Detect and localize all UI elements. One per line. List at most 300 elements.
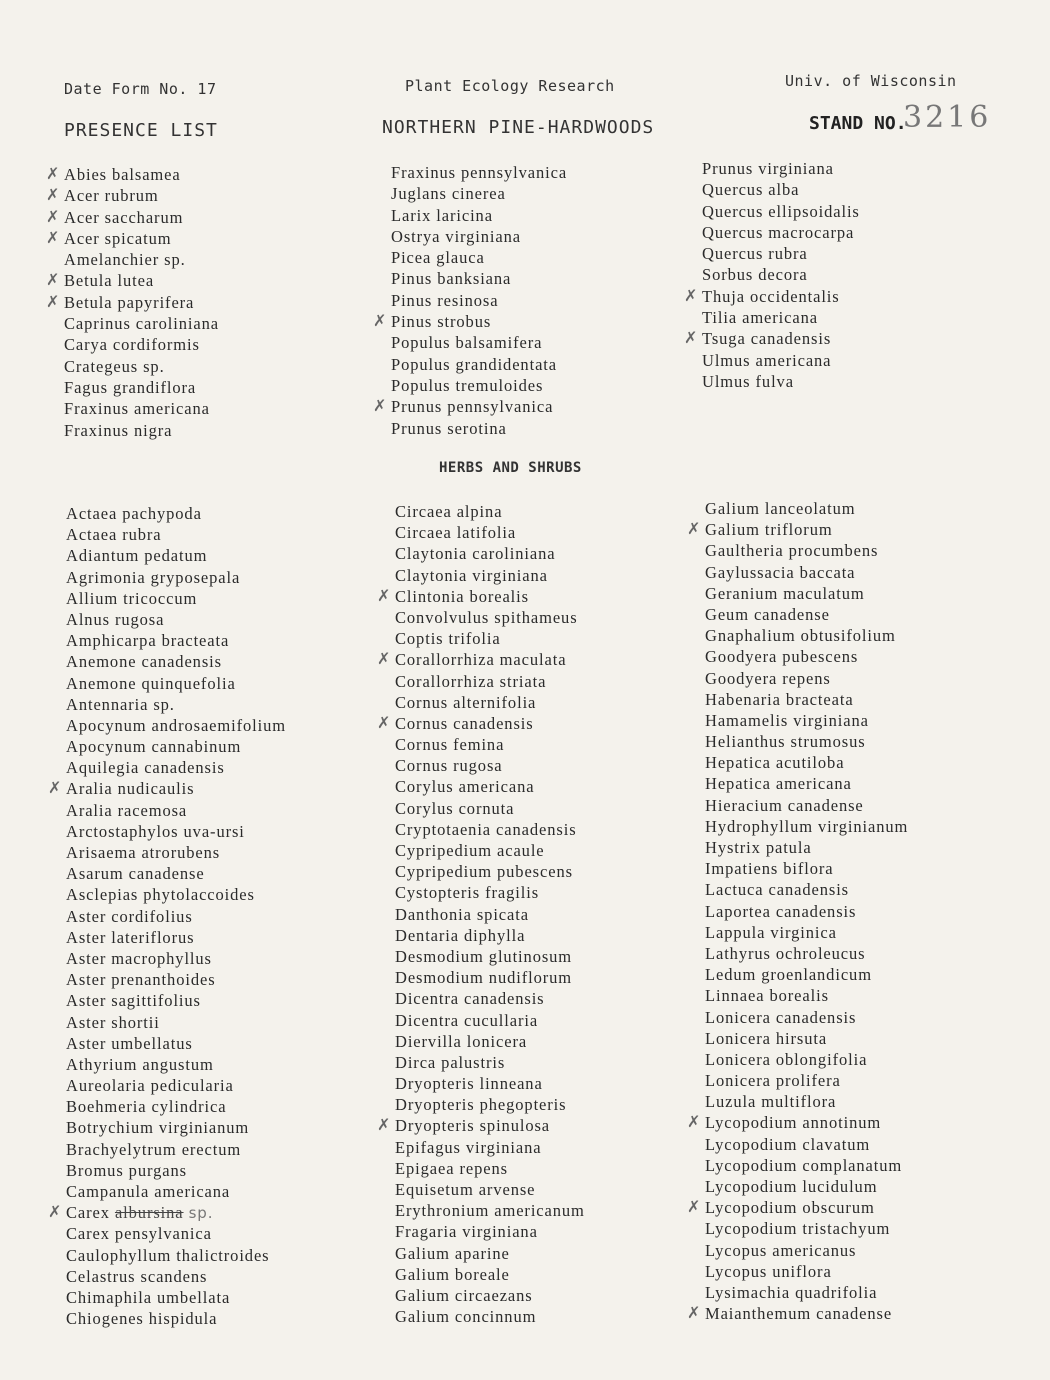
- species-item: [705, 1282, 908, 1303]
- species-name: Epigaea repens: [395, 1158, 508, 1178]
- species-name: Corylus cornuta: [395, 798, 515, 818]
- species-item: [46, 270, 219, 291]
- species-name: Cornus alternifolia: [395, 692, 537, 712]
- species-name: Galium lanceolatum: [705, 499, 856, 518]
- species-name: Hystrix patula: [705, 838, 812, 857]
- species-item: [395, 1200, 585, 1221]
- species-name: Fraxinus pennsylvanica: [391, 163, 568, 182]
- species-name: Erythronium americanum: [395, 1201, 585, 1221]
- species-item: [373, 311, 567, 332]
- species-name: Amelanchier sp.: [64, 250, 186, 270]
- species-item: [702, 243, 860, 264]
- species-name: Boehmeria cylindrica: [66, 1097, 227, 1117]
- species-name: Betula papyrifera: [64, 292, 195, 312]
- tree-list-column-3: [684, 158, 860, 392]
- community-title: NORTHERN PINE-HARDWOODS: [382, 117, 655, 138]
- species-name: Caprinus caroliniana: [64, 314, 219, 334]
- species-name: Carex: [66, 1203, 110, 1223]
- species-name: Amphicarpa bracteata: [66, 631, 230, 651]
- species-name: Lycopodium clavatum: [705, 1134, 871, 1154]
- species-name: Galium circaezans: [395, 1285, 533, 1305]
- species-item: [395, 1306, 585, 1327]
- herb-list-column-1: [48, 503, 287, 1329]
- species-name: Ledum groenlandicum: [705, 965, 872, 985]
- species-name: Cornus canadensis: [395, 713, 534, 733]
- species-name: Agrimonia gryposepala: [66, 567, 241, 587]
- species-item: [705, 752, 908, 773]
- species-item: [46, 185, 219, 206]
- species-name: Tilia americana: [702, 308, 818, 328]
- species-item: [705, 562, 908, 583]
- species-item: [391, 205, 567, 226]
- species-name: Apocynum cannabinum: [66, 737, 242, 757]
- species-item: [395, 1243, 585, 1264]
- species-item: [395, 1158, 585, 1179]
- species-item: [391, 354, 567, 375]
- herb-list-column-2: [377, 501, 585, 1327]
- species-name: Picea glauca: [391, 248, 485, 268]
- species-name: Claytonia virginiana: [395, 565, 548, 585]
- species-name: Bromus purgans: [66, 1160, 187, 1180]
- species-name: Pinus resinosa: [391, 290, 499, 310]
- species-name: Apocynum androsaemifolium: [66, 715, 287, 735]
- species-item: [395, 1285, 585, 1306]
- species-name: Quercus ellipsoidalis: [702, 201, 860, 221]
- species-name: Aster shortii: [66, 1012, 160, 1032]
- species-name: Aquilegia canadensis: [66, 758, 225, 778]
- check-mark-icon: ✗: [377, 649, 392, 669]
- species-name: Celastrus scandens: [66, 1266, 208, 1286]
- species-name: Crategeus sp.: [64, 356, 165, 376]
- species-name: Aster cordifolius: [66, 906, 193, 926]
- species-item: [64, 356, 219, 377]
- species-item: [48, 778, 286, 799]
- species-item: [377, 649, 585, 670]
- species-name: Cornus rugosa: [395, 756, 503, 776]
- species-name: Pinus banksiana: [391, 269, 512, 289]
- species-item: [66, 673, 286, 694]
- species-item: [64, 377, 219, 398]
- species-item: [66, 1160, 286, 1181]
- species-name: Lonicera canadensis: [705, 1007, 857, 1027]
- species-name: Campanula americana: [66, 1182, 231, 1201]
- species-name: Aster umbellatus: [66, 1033, 193, 1053]
- tree-list-column-1: [46, 164, 219, 441]
- species-item: [705, 922, 908, 943]
- species-item: [377, 585, 585, 607]
- check-mark-icon: ✗: [687, 519, 702, 539]
- species-item: [705, 1155, 908, 1176]
- species-item: [705, 943, 908, 964]
- species-name: Aster prenanthoides: [66, 970, 216, 990]
- species-item: [66, 1096, 286, 1117]
- species-item: [395, 755, 585, 776]
- species-item: [705, 795, 908, 816]
- species-item: [395, 1052, 585, 1073]
- species-item: [705, 1007, 908, 1028]
- struck-epithet: albursina: [114, 1203, 184, 1223]
- species-item: [705, 773, 908, 794]
- species-name: Coptis trifolia: [395, 629, 501, 649]
- species-item: [66, 1287, 286, 1308]
- species-name: Diervilla lonicera: [395, 1031, 528, 1051]
- species-item: [395, 671, 585, 692]
- species-name: Arctostaphylos uva-ursi: [66, 821, 245, 841]
- species-name: Aster macrophyllus: [66, 948, 212, 968]
- species-item: [66, 1266, 286, 1287]
- species-item: [66, 948, 286, 969]
- species-name: Chiogenes hispidula: [66, 1309, 218, 1329]
- species-item: [66, 545, 286, 566]
- species-name: Acer saccharum: [64, 207, 184, 227]
- species-item: [66, 757, 286, 778]
- species-item: [66, 969, 286, 990]
- species-name: Sorbus decora: [702, 265, 808, 285]
- species-item: [395, 840, 585, 861]
- species-name: Hepatica americana: [705, 774, 852, 794]
- species-item: [66, 884, 286, 905]
- species-item: [395, 946, 585, 967]
- species-item: [705, 1261, 908, 1282]
- species-item: [66, 1117, 286, 1138]
- species-item: [66, 990, 286, 1011]
- species-item: [395, 1137, 585, 1158]
- list-title: PRESENCE LIST: [64, 120, 218, 141]
- species-item: [66, 842, 286, 863]
- species-name: Impatiens biflora: [705, 859, 834, 879]
- species-name: Hieracium canadense: [705, 795, 864, 815]
- species-name: Alnus rugosa: [66, 609, 165, 629]
- species-item: [66, 1054, 286, 1075]
- species-item: [395, 628, 585, 649]
- species-item: [705, 689, 908, 710]
- species-item: [46, 164, 219, 185]
- check-mark-icon: ✗: [684, 285, 699, 305]
- species-item: [705, 1070, 908, 1091]
- species-name: Claytonia caroliniana: [395, 544, 556, 564]
- species-item: [705, 964, 908, 985]
- species-item: [705, 837, 908, 858]
- species-name: Populus grandidentata: [391, 354, 557, 374]
- species-name: Botrychium virginianum: [66, 1118, 250, 1138]
- species-name: Lathyrus ochroleucus: [705, 943, 866, 963]
- species-name: Dicentra canadensis: [395, 989, 545, 1009]
- species-item: [391, 226, 567, 247]
- species-item: [705, 985, 908, 1006]
- species-name: Hydrophyllum virginianum: [705, 816, 909, 836]
- check-mark-icon: ✗: [46, 227, 61, 247]
- species-name: Tsuga canadensis: [702, 329, 832, 349]
- species-item: [395, 861, 585, 882]
- species-name: Aster sagittifolius: [66, 991, 201, 1011]
- check-mark-icon: ✗: [46, 185, 61, 205]
- species-item: [64, 398, 219, 419]
- species-item: [705, 1176, 908, 1197]
- species-item: [705, 858, 908, 879]
- species-item: [702, 350, 860, 371]
- species-item: [684, 328, 860, 349]
- species-item: [395, 1221, 585, 1242]
- species-item: [66, 609, 286, 630]
- species-item: [687, 1303, 908, 1324]
- species-name: Quercus rubra: [702, 244, 808, 264]
- species-item: [391, 183, 567, 204]
- species-name: Dentaria diphylla: [395, 925, 526, 945]
- species-item: [705, 1240, 908, 1261]
- species-item: [705, 498, 908, 519]
- herbs-section-title: HERBS AND SHRUBS: [439, 460, 582, 476]
- species-item: [377, 712, 585, 734]
- species-name: Prunus serotina: [391, 418, 507, 438]
- species-item: [66, 1245, 286, 1266]
- species-item: [395, 543, 585, 564]
- species-name: Goodyera repens: [705, 668, 831, 688]
- species-name: Corallorrhiza maculata: [395, 650, 567, 670]
- species-item: [705, 604, 908, 625]
- check-mark-icon: ✗: [46, 206, 61, 226]
- species-name: Maianthemum canadense: [705, 1304, 893, 1324]
- species-item: [395, 1073, 585, 1094]
- species-name: Convolvulus spithameus: [395, 607, 578, 627]
- species-name: Desmodium glutinosum: [395, 946, 573, 966]
- species-name: Linnaea borealis: [705, 986, 829, 1006]
- species-item: [395, 819, 585, 840]
- project-title: Plant Ecology Research: [405, 77, 615, 95]
- species-item: [705, 583, 908, 604]
- species-name: Cypripedium acaule: [395, 841, 545, 860]
- species-item: [66, 503, 286, 524]
- stand-number: 3216: [903, 100, 992, 135]
- species-name: Lycopodium annotinum: [705, 1113, 882, 1133]
- species-name: Prunus virginiana: [702, 159, 834, 178]
- species-item: [395, 522, 585, 543]
- species-item: [705, 901, 908, 922]
- species-item: [705, 1134, 908, 1155]
- species-item: [684, 285, 860, 307]
- species-name: Ulmus americana: [702, 350, 832, 370]
- species-item: [64, 420, 219, 441]
- species-item: [395, 734, 585, 755]
- species-item: [395, 607, 585, 628]
- species-item: [702, 264, 860, 285]
- species-name: Antennaria sp.: [66, 694, 175, 714]
- species-name: Corallorrhiza striata: [395, 671, 547, 691]
- species-item: [64, 313, 219, 334]
- species-item: [66, 567, 286, 588]
- species-name: Ulmus fulva: [702, 371, 794, 391]
- species-name: Actaea pachypoda: [66, 504, 202, 523]
- species-name: Corylus americana: [395, 777, 535, 797]
- species-item: [46, 291, 219, 313]
- species-name: Cystopteris fragilis: [395, 883, 540, 903]
- stand-label: STAND NO.: [809, 113, 907, 134]
- institution: Univ. of Wisconsin: [785, 72, 957, 90]
- species-name: Populus tremuloides: [391, 375, 544, 395]
- species-name: Arisaema atrorubens: [66, 843, 221, 862]
- species-name: Lycopodium lucidulum: [705, 1177, 878, 1196]
- species-item: [66, 1033, 286, 1054]
- species-name: Hamamelis virginiana: [705, 710, 869, 730]
- species-name: Dryopteris phegopteris: [395, 1095, 567, 1115]
- species-item: [66, 1139, 286, 1160]
- species-name: Fagus grandiflora: [64, 377, 197, 397]
- species-item: [66, 906, 286, 927]
- species-name: Larix laricina: [391, 205, 493, 225]
- species-name: Lappula virginica: [705, 922, 837, 942]
- species-name: Brachyelytrum erectum: [66, 1139, 242, 1159]
- species-item: [66, 927, 286, 948]
- species-item: [702, 201, 860, 222]
- species-name: Circaea latifolia: [395, 523, 517, 543]
- species-name: Athyrium angustum: [66, 1054, 214, 1074]
- species-item: [66, 588, 286, 609]
- species-item: [391, 162, 567, 183]
- species-name: Asarum canadense: [66, 864, 205, 884]
- species-item: [705, 625, 908, 646]
- species-item: [66, 736, 286, 757]
- species-item: [391, 290, 567, 311]
- check-mark-icon: ✗: [687, 1303, 702, 1323]
- species-name: Danthonia spicata: [395, 904, 529, 924]
- species-name: Lactuca canadensis: [705, 880, 850, 900]
- species-name: Pinus strobus: [391, 312, 492, 332]
- species-item: [66, 651, 286, 672]
- species-name: Goodyera pubescens: [705, 647, 859, 667]
- species-item: [391, 375, 567, 396]
- species-item: [391, 418, 567, 439]
- species-item: [66, 1012, 286, 1033]
- species-item: [705, 1028, 908, 1049]
- check-mark-icon: ✗: [46, 164, 61, 183]
- check-mark-icon: ✗: [46, 291, 61, 311]
- species-item: [66, 524, 286, 545]
- species-name: Fragaria virginiana: [395, 1222, 538, 1242]
- species-name: Geum canadense: [705, 604, 830, 624]
- species-name: Desmodium nudiflorum: [395, 968, 573, 988]
- species-name: Gaultheria procumbens: [705, 541, 879, 561]
- species-name: Dirca palustris: [395, 1052, 506, 1072]
- species-name: Acer spicatum: [64, 228, 172, 248]
- species-name: Lycopus uniflora: [705, 1261, 832, 1281]
- species-name: Dryopteris linneana: [395, 1074, 543, 1094]
- species-name: Galium boreale: [395, 1264, 510, 1284]
- species-name: Dryopteris spinulosa: [395, 1116, 551, 1136]
- species-name: Circaea alpina: [395, 502, 503, 521]
- species-item: [395, 1031, 585, 1052]
- species-item: [48, 1202, 286, 1223]
- species-name: Lonicera hirsuta: [705, 1028, 828, 1048]
- species-name: Galium aparine: [395, 1243, 510, 1263]
- species-item: [395, 988, 585, 1009]
- species-name: Chimaphila umbellata: [66, 1287, 231, 1307]
- species-name: Epifagus virginiana: [395, 1137, 542, 1157]
- species-name: Fraxinus americana: [64, 399, 210, 419]
- species-item: [702, 158, 860, 179]
- species-item: [395, 798, 585, 819]
- species-item: [395, 776, 585, 797]
- species-name: Juglans cinerea: [391, 184, 506, 204]
- species-item: [395, 1094, 585, 1115]
- species-name: Cypripedium pubescens: [395, 862, 573, 882]
- species-item: [66, 715, 286, 736]
- species-item: [46, 206, 219, 228]
- species-name: Galium concinnum: [395, 1307, 537, 1327]
- species-item: [705, 879, 908, 900]
- herb-list-column-3: [687, 498, 909, 1324]
- check-mark-icon: ✗: [377, 1115, 392, 1135]
- species-name: Dicentra cucullaria: [395, 1010, 539, 1030]
- species-name: Clintonia borealis: [395, 586, 529, 606]
- species-name: Geranium maculatum: [705, 583, 865, 603]
- check-mark-icon: ✗: [687, 1197, 702, 1217]
- species-item: [391, 247, 567, 268]
- species-name: Adiantum pedatum: [66, 546, 208, 566]
- species-name: Carya cordiformis: [64, 335, 200, 355]
- species-item: [395, 501, 585, 522]
- species-name: Lonicera prolifera: [705, 1071, 841, 1091]
- species-item: [46, 227, 219, 249]
- species-item: [66, 630, 286, 651]
- species-item: [395, 1264, 585, 1285]
- species-item: [702, 307, 860, 328]
- species-name: Prunus pennsylvanica: [391, 397, 554, 417]
- species-item: [395, 882, 585, 903]
- species-name: Lycopodium complanatum: [705, 1155, 903, 1175]
- species-item: [66, 821, 286, 842]
- species-item: [702, 371, 860, 392]
- check-mark-icon: ✗: [687, 1112, 702, 1132]
- species-item: [395, 967, 585, 988]
- species-name: Lonicera oblongifolia: [705, 1049, 868, 1069]
- species-item: [66, 1181, 286, 1202]
- species-item: [66, 800, 286, 821]
- check-mark-icon: ✗: [684, 328, 699, 348]
- species-item: [395, 925, 585, 946]
- species-name: Galium triflorum: [705, 520, 833, 540]
- species-name: Lycopus americanus: [705, 1240, 857, 1260]
- species-item: [66, 1223, 286, 1244]
- species-item: [705, 646, 908, 667]
- species-item: [64, 334, 219, 355]
- handwritten-annotation: sp.: [188, 1204, 214, 1223]
- species-name: Actaea rubra: [66, 525, 162, 545]
- species-item: [705, 710, 908, 731]
- species-item: [702, 179, 860, 200]
- species-item: [687, 1197, 908, 1218]
- species-item: [395, 1010, 585, 1031]
- species-name: Equisetum arvense: [395, 1180, 536, 1199]
- species-name: Habenaria bracteata: [705, 689, 854, 709]
- species-name: Aster lateriflorus: [66, 927, 195, 947]
- species-name: Cryptotaenia canadensis: [395, 819, 577, 839]
- species-item: [702, 222, 860, 243]
- species-name: Gnaphalium obtusifolium: [705, 626, 896, 646]
- species-name: Allium tricoccum: [66, 588, 198, 608]
- species-item: [705, 540, 908, 561]
- species-item: [705, 1218, 908, 1239]
- species-item: [705, 731, 908, 752]
- species-name: Luzula multiflora: [705, 1092, 837, 1112]
- check-mark-icon: ✗: [373, 396, 388, 416]
- species-name: Aureolaria pedicularia: [66, 1076, 234, 1096]
- tree-list-column-2: [373, 162, 568, 439]
- species-item: [705, 1091, 908, 1112]
- species-name: Aralia nudicaulis: [66, 779, 195, 799]
- species-item: [64, 249, 219, 270]
- species-name: Quercus alba: [702, 180, 800, 200]
- species-item: [705, 816, 908, 837]
- species-name: Anemone canadensis: [66, 652, 222, 672]
